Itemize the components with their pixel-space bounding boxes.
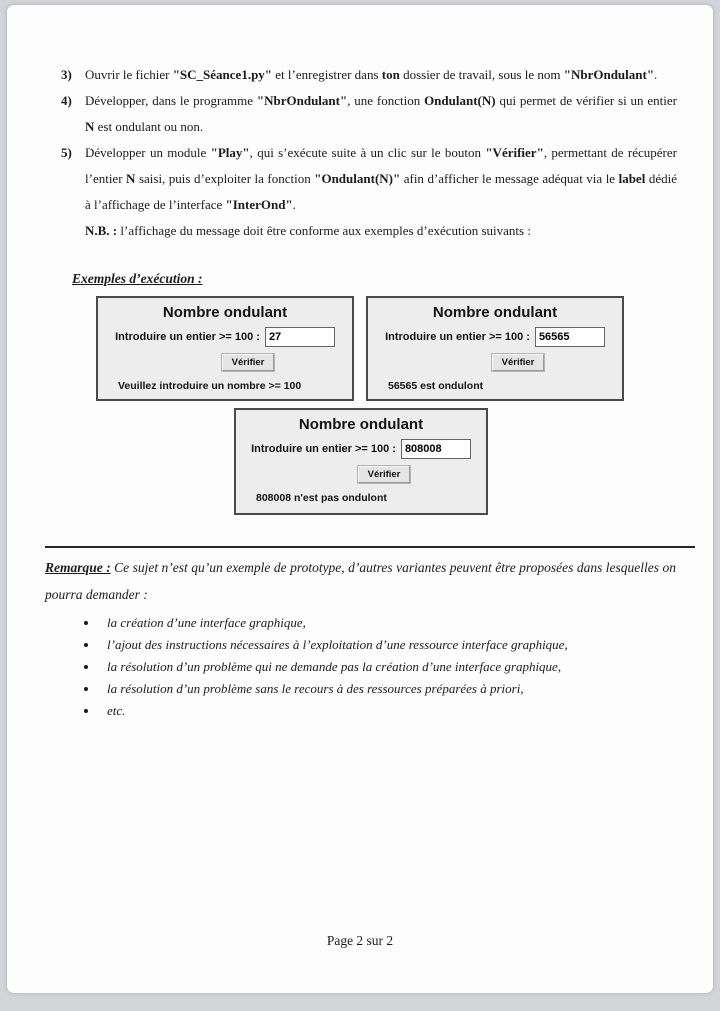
item-text: Ouvrir le fichier "SC_Séance1.py" et l’enregistrer dans ton dossier de travail, sous le nom "NbrOndulant". bbox=[85, 67, 658, 82]
remarque-label: Remarque : bbox=[45, 560, 111, 575]
section-divider bbox=[45, 546, 695, 548]
result-message: Veuillez introduire un nombre >= 100 bbox=[118, 380, 302, 392]
remarque-paragraph: Remarque : Ce sujet n’est qu’un exemple de prototype, d’autres variantes peuvent être proposées dans lesquelles on pourra demander : bbox=[45, 560, 676, 602]
item-text: Développer un module "Play", qui s’exécute suite à un clic sur le bouton "Vérifier", permettant de récupérer l’entier N saisi, puis d’exploiter la fonction "Ondulant(N)" afin d’afficher le message adéquat via le label dédié à l’affichage de l’interface "InterOnd". bbox=[85, 145, 677, 212]
result-message: 56565 est ondulont bbox=[388, 380, 484, 392]
instruction-item-4 bbox=[61, 88, 677, 140]
button-row bbox=[98, 352, 352, 371]
item-number: 5) bbox=[61, 145, 72, 160]
button-row bbox=[368, 352, 622, 371]
window-title: Nombre ondulant bbox=[162, 304, 288, 321]
instruction-item-5 bbox=[61, 140, 677, 218]
input-row bbox=[98, 327, 352, 347]
example-window-3 bbox=[234, 408, 488, 515]
page-number: Page 2 sur 2 bbox=[326, 933, 394, 948]
integer-label: Introduire un entier >= 100 : bbox=[115, 331, 260, 343]
list-item: • la création d’une interface graphique, bbox=[99, 612, 679, 634]
document-page bbox=[7, 5, 713, 993]
button-row bbox=[236, 464, 486, 483]
list-item: • l’ajout des instructions nécessaires à l’exploitation d’une ressource interface graphique, bbox=[99, 634, 679, 656]
integer-input[interactable] bbox=[401, 439, 471, 459]
item-number: 3) bbox=[61, 67, 72, 82]
integer-label: Introduire un entier >= 100 : bbox=[251, 443, 396, 455]
input-row bbox=[236, 439, 486, 459]
instruction-item-3 bbox=[61, 62, 677, 88]
window-title: Nombre ondulant bbox=[432, 304, 558, 321]
item-text: Développer, dans le programme "NbrOndulant", une fonction Ondulant(N) qui permet de vérifier si un entier N est ondulant ou non. bbox=[85, 93, 677, 134]
window-title: Nombre ondulant bbox=[298, 416, 424, 433]
variant-list bbox=[85, 612, 679, 722]
result-message: 808008 n'est pas ondulont bbox=[256, 492, 387, 504]
verify-button[interactable]: Vérifier bbox=[222, 354, 275, 371]
examples-heading: Exemples d’exécution : bbox=[72, 271, 203, 286]
nb-note: N.B. : l’affichage du message doit être conforme aux exemples d’exécution suivants : bbox=[85, 223, 531, 238]
list-item: • la résolution d’un problème sans le recours à des ressources préparées à priori, bbox=[99, 678, 679, 700]
verify-button[interactable]: Vérifier bbox=[358, 466, 411, 483]
integer-input[interactable] bbox=[265, 327, 335, 347]
integer-label: Introduire un entier >= 100 : bbox=[385, 331, 530, 343]
instruction-list bbox=[61, 62, 677, 244]
example-window-1 bbox=[96, 296, 354, 401]
verify-button[interactable]: Vérifier bbox=[492, 354, 545, 371]
list-item: • la résolution d’un problème qui ne demande pas la création d’une interface graphique, bbox=[99, 656, 679, 678]
example-window-2 bbox=[366, 296, 624, 401]
input-row bbox=[368, 327, 622, 347]
item-number: 4) bbox=[61, 93, 72, 108]
list-item: • etc. bbox=[99, 700, 679, 722]
integer-input[interactable] bbox=[535, 327, 605, 347]
